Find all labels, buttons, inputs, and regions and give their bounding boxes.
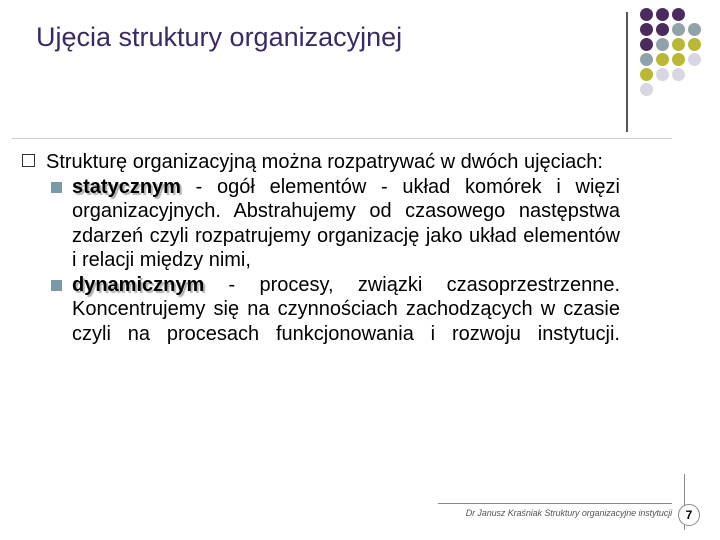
square-bullet-icon: [51, 280, 62, 291]
decor-dot: [640, 53, 653, 66]
horizontal-divider: [12, 138, 672, 139]
decor-dot: [672, 8, 685, 21]
footer-divider: [438, 503, 672, 504]
checkbox-bullet-icon: [22, 154, 35, 167]
decor-dot: [656, 38, 669, 51]
term-dynamic-description: - procesy, związki czasoprzestrzenne. Koncentrujemy się na czynnościach zachodzących w czasie czyli na procesach funkcjonowania i rozwoju instytucji.: [72, 273, 620, 345]
decor-dot: [688, 68, 701, 81]
list-item: [22, 175, 620, 273]
intro-paragraph: [22, 150, 620, 175]
decor-dot: [672, 38, 685, 51]
decor-dot: [688, 53, 701, 66]
bullet-list: [22, 175, 620, 347]
term-static-description: - ogół elementów - układ komórek i więzi organizacyjnych. Abstrahujemy od czasowego następstwa zdarzeń czyli rozpatrujemy organizację jako układ elementów i relacji między nimi,: [72, 175, 620, 271]
intro-text: Strukturę organizacyjną można rozpatrywać w dwóch ujęciach:: [46, 151, 603, 173]
decor-dot: [656, 68, 669, 81]
decor-dot: [640, 83, 653, 96]
square-bullet-icon: [51, 182, 62, 193]
decor-dot: [672, 83, 685, 96]
term-dynamic: dynamicznym: [72, 273, 205, 296]
decor-dot: [656, 83, 669, 96]
decor-dot: [688, 8, 701, 21]
decor-dot: [640, 38, 653, 51]
slide-title: Ujęcia struktury organizacyjnej: [36, 22, 403, 52]
decor-dot: [656, 8, 669, 21]
dot-grid-decoration: [640, 8, 702, 96]
decor-dot: [640, 68, 653, 81]
decor-dot: [688, 38, 701, 51]
slide-body: [22, 150, 620, 346]
decor-dot: [640, 23, 653, 36]
decor-dot: [688, 23, 701, 36]
decor-dot: [688, 83, 701, 96]
decor-dot: [672, 53, 685, 66]
decor-dot: [672, 23, 685, 36]
decor-dot: [656, 23, 669, 36]
decor-dot: [672, 68, 685, 81]
decor-dot: [656, 53, 669, 66]
footer-author: Dr Janusz Kraśniak Struktury organizacyjne instytucji: [465, 508, 672, 518]
vertical-divider: [626, 12, 628, 132]
term-static: statycznym: [72, 175, 181, 198]
list-item: [22, 273, 620, 347]
page-number: 7: [678, 504, 700, 526]
decor-dot: [640, 8, 653, 21]
